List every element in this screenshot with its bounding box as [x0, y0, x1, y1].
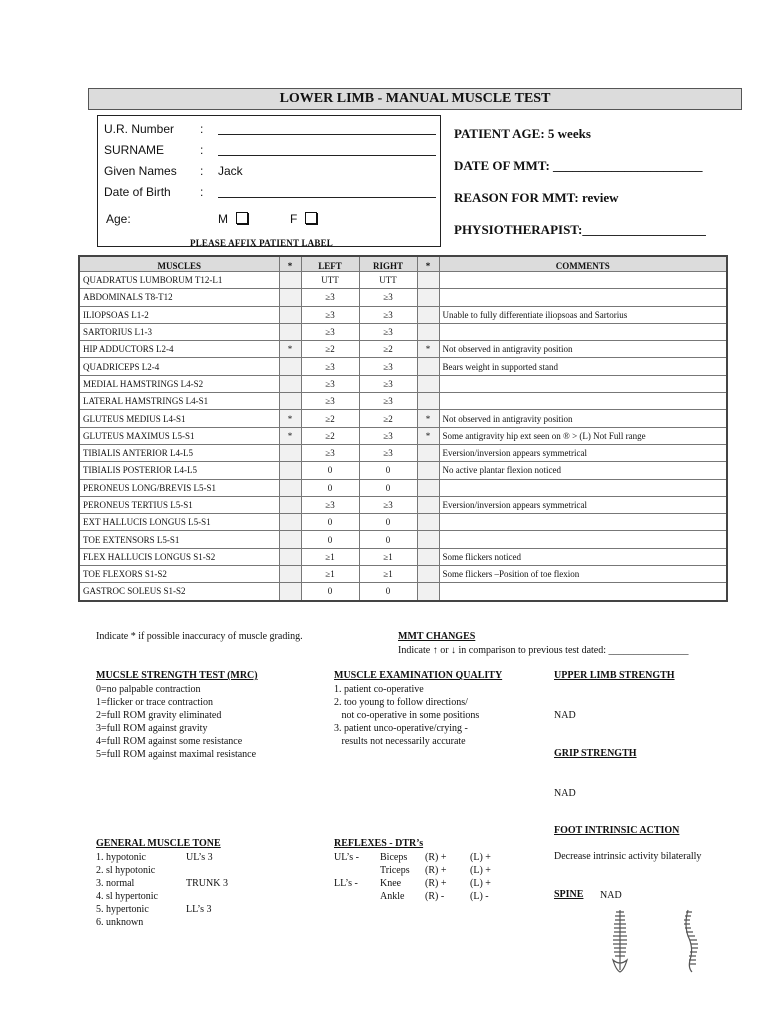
- muscle-name: ABDOMINALS T8-T12: [79, 289, 279, 306]
- col-right: RIGHT: [359, 256, 417, 272]
- dob-field[interactable]: [218, 197, 436, 198]
- ur-number-label: U.R. Number: [104, 122, 175, 136]
- left-grade[interactable]: ≥3: [301, 323, 359, 340]
- col-muscles: MUSCLES: [79, 256, 279, 272]
- reflex-name: Knee: [380, 878, 402, 889]
- star-right[interactable]: [417, 531, 439, 548]
- reflex-ul-label: UL’s -: [334, 852, 359, 863]
- comment[interactable]: [439, 393, 727, 410]
- tone-item: 1. hypotonic: [96, 852, 146, 863]
- star-right[interactable]: [417, 375, 439, 392]
- muscle-name: MEDIAL HAMSTRINGS L4-S2: [79, 375, 279, 392]
- star-right[interactable]: [417, 566, 439, 583]
- spine-heading: SPINE: [554, 889, 584, 900]
- star-right[interactable]: [417, 462, 439, 479]
- table-row: [79, 583, 727, 601]
- star-right[interactable]: [417, 583, 439, 601]
- muscle-name: FLEX HALLUCIS LONGUS S1-S2: [79, 548, 279, 565]
- tone-item: 2. sl hypotonic: [96, 865, 156, 876]
- left-grade[interactable]: 0: [301, 514, 359, 531]
- right-grade[interactable]: UTT: [359, 272, 417, 289]
- comment[interactable]: Eversion/inversion appears symmetrical: [439, 496, 727, 513]
- dob-colon: :: [200, 185, 204, 199]
- left-grade[interactable]: ≥2: [301, 410, 359, 427]
- comment[interactable]: [439, 583, 727, 601]
- quality-line: 2. too young to follow directions/: [334, 697, 468, 708]
- comment[interactable]: Some antigravity hip ext seen on ® > (L) Not Full range: [439, 427, 727, 444]
- reflex-right: (R) +: [425, 878, 447, 889]
- star-left[interactable]: [279, 323, 301, 340]
- table-row: [79, 323, 727, 340]
- quality-line: 1. patient co-operative: [334, 684, 424, 695]
- spine-side-icon: [680, 908, 702, 974]
- comment[interactable]: [439, 272, 727, 289]
- muscle-name: GLUTEUS MAXIMUS L5-S1: [79, 427, 279, 444]
- sex-male-label: M: [218, 212, 228, 226]
- mrc-line: 1=flicker or trace contraction: [96, 697, 213, 708]
- quality-list: [334, 683, 479, 748]
- table-row: [79, 479, 727, 496]
- star-right[interactable]: [417, 323, 439, 340]
- given-colon: :: [200, 164, 204, 178]
- right-grade[interactable]: ≥1: [359, 548, 417, 565]
- table-row: [79, 272, 727, 289]
- patient-age: PATIENT AGE: 5 weeks: [454, 126, 591, 141]
- star-right[interactable]: [417, 496, 439, 513]
- sex-female[interactable]: [290, 212, 317, 226]
- star-right[interactable]: *: [417, 410, 439, 427]
- comment[interactable]: Eversion/inversion appears symmetrical: [439, 444, 727, 461]
- right-grade[interactable]: 0: [359, 514, 417, 531]
- reflex-name: Ankle: [380, 891, 405, 902]
- reflexes-heading: REFLEXES - DTR’s: [334, 838, 424, 849]
- right-grade[interactable]: ≥3: [359, 393, 417, 410]
- reflex-right: (R) +: [425, 852, 447, 863]
- table-row: [79, 393, 727, 410]
- col-star-left: *: [279, 256, 301, 272]
- mrc-line: 0=no palpable contraction: [96, 684, 201, 695]
- star-left[interactable]: *: [279, 427, 301, 444]
- table-row: [79, 496, 727, 513]
- right-grade[interactable]: ≥2: [359, 410, 417, 427]
- table-row: [79, 289, 727, 306]
- col-comments: COMMENTS: [439, 256, 727, 272]
- star-left[interactable]: *: [279, 410, 301, 427]
- muscle-name: QUADRATUS LUMBORUM T12-L1: [79, 272, 279, 289]
- indicate-note: Indicate * if possible inaccuracy of muscle grading.: [96, 631, 303, 642]
- tone-list: [96, 851, 158, 929]
- star-right[interactable]: [417, 444, 439, 461]
- star-left[interactable]: [279, 566, 301, 583]
- star-left[interactable]: [279, 444, 301, 461]
- star-right[interactable]: [417, 548, 439, 565]
- table-row: [79, 531, 727, 548]
- table-row: [79, 566, 727, 583]
- ur-number-field[interactable]: [218, 134, 436, 135]
- right-grade[interactable]: ≥1: [359, 566, 417, 583]
- muscle-name: PERONEUS LONG/BREVIS L5-S1: [79, 479, 279, 496]
- right-grade[interactable]: 0: [359, 462, 417, 479]
- star-right[interactable]: *: [417, 341, 439, 358]
- muscle-name: GASTROC SOLEUS S1-S2: [79, 583, 279, 601]
- table-row: [79, 358, 727, 375]
- quality-line: results not necessarily accurate: [334, 736, 466, 747]
- tone-item: 5. hypertonic: [96, 904, 149, 915]
- date-of-mmt: DATE OF MMT: _______________________: [454, 158, 703, 173]
- left-grade[interactable]: ≥3: [301, 375, 359, 392]
- muscle-name: SARTORIUS L1-3: [79, 323, 279, 340]
- star-right[interactable]: [417, 393, 439, 410]
- star-left[interactable]: [279, 306, 301, 323]
- foot-intrinsic-value: Decrease intrinsic activity bilaterally: [554, 851, 702, 862]
- table-row: [79, 444, 727, 461]
- col-left: LEFT: [301, 256, 359, 272]
- star-left[interactable]: [279, 583, 301, 601]
- right-grade[interactable]: ≥3: [359, 444, 417, 461]
- left-grade[interactable]: ≥2: [301, 427, 359, 444]
- left-grade[interactable]: ≥2: [301, 341, 359, 358]
- patient-label-box: [97, 115, 441, 247]
- comment[interactable]: [439, 289, 727, 306]
- left-grade[interactable]: ≥3: [301, 444, 359, 461]
- right-grade[interactable]: ≥2: [359, 341, 417, 358]
- right-grade[interactable]: ≥3: [359, 427, 417, 444]
- reflex-name: Triceps: [380, 865, 410, 876]
- given-names-label: Given Names: [104, 164, 177, 178]
- grip-value: NAD: [554, 788, 576, 799]
- spine-front-icon: [608, 908, 632, 974]
- table-header-row: [79, 256, 727, 272]
- muscle-name: QUADRICEPS L2-4: [79, 358, 279, 375]
- male-checkbox[interactable]: [236, 212, 248, 224]
- muscle-name: EXT HALLUCIS LONGUS L5-S1: [79, 514, 279, 531]
- comment[interactable]: Not observed in antigravity position: [439, 341, 727, 358]
- table-row: [79, 341, 727, 358]
- surname-field[interactable]: [218, 155, 436, 156]
- comment[interactable]: Bears weight in supported stand: [439, 358, 727, 375]
- right-grade[interactable]: ≥3: [359, 289, 417, 306]
- star-right[interactable]: [417, 272, 439, 289]
- left-grade[interactable]: ≥3: [301, 306, 359, 323]
- reflex-left: (L) +: [470, 865, 491, 876]
- female-checkbox[interactable]: [305, 212, 317, 224]
- star-left[interactable]: [279, 531, 301, 548]
- star-right[interactable]: [417, 306, 439, 323]
- col-star-right: *: [417, 256, 439, 272]
- surname-label: SURNAME: [104, 143, 165, 157]
- comment[interactable]: Not observed in antigravity position: [439, 410, 727, 427]
- tone-ul: UL’s 3: [186, 852, 213, 863]
- left-grade[interactable]: ≥3: [301, 393, 359, 410]
- star-left[interactable]: [279, 393, 301, 410]
- right-grade[interactable]: ≥3: [359, 496, 417, 513]
- comment[interactable]: Some flickers –Position of toe flexion: [439, 566, 727, 583]
- star-left[interactable]: [279, 375, 301, 392]
- reason-for-mmt: REASON FOR MMT: review: [454, 190, 619, 205]
- form-title: LOWER LIMB - MANUAL MUSCLE TEST: [88, 88, 742, 110]
- table-row: [79, 548, 727, 565]
- upper-limb-value: NAD: [554, 710, 576, 721]
- left-grade[interactable]: ≥1: [301, 548, 359, 565]
- star-left[interactable]: [279, 496, 301, 513]
- given-names-value[interactable]: Jack: [218, 164, 243, 178]
- grip-heading: GRIP STRENGTH: [554, 748, 637, 759]
- comment[interactable]: [439, 514, 727, 531]
- table-row: [79, 427, 727, 444]
- muscle-name: TIBIALIS POSTERIOR L4-L5: [79, 462, 279, 479]
- star-left[interactable]: [279, 514, 301, 531]
- mrc-line: 4=full ROM against some resistance: [96, 736, 243, 747]
- affix-label-note: PLEASE AFFIX PATIENT LABEL: [190, 238, 333, 248]
- star-right[interactable]: [417, 358, 439, 375]
- muscle-name: LATERAL HAMSTRINGS L4-S1: [79, 393, 279, 410]
- comment[interactable]: [439, 323, 727, 340]
- table-row: [79, 514, 727, 531]
- comment[interactable]: [439, 531, 727, 548]
- dob-label: Date of Birth: [104, 185, 171, 199]
- comment[interactable]: [439, 375, 727, 392]
- star-right[interactable]: [417, 479, 439, 496]
- quality-line: 3. patient unco-operative/crying -: [334, 723, 468, 734]
- sex-male[interactable]: [218, 212, 248, 226]
- age-label: Age:: [106, 212, 131, 226]
- tone-item: 4. sl hypertonic: [96, 891, 158, 902]
- mrc-scale-list: [96, 683, 256, 761]
- mrc-heading: MUCSLE STRENGTH TEST (MRC): [96, 670, 258, 681]
- right-grade[interactable]: 0: [359, 583, 417, 601]
- comment[interactable]: Some flickers noticed: [439, 548, 727, 565]
- spine-value: NAD: [600, 890, 622, 901]
- muscle-name: ILIOPSOAS L1-2: [79, 306, 279, 323]
- star-right[interactable]: [417, 289, 439, 306]
- right-grade[interactable]: ≥3: [359, 306, 417, 323]
- star-right[interactable]: *: [417, 427, 439, 444]
- left-grade[interactable]: ≥3: [301, 358, 359, 375]
- ur-colon: :: [200, 122, 204, 136]
- muscle-name: TOE FLEXORS S1-S2: [79, 566, 279, 583]
- foot-intrinsic-heading: FOOT INTRINSIC ACTION: [554, 825, 680, 836]
- left-grade[interactable]: ≥3: [301, 289, 359, 306]
- star-left[interactable]: [279, 272, 301, 289]
- reflex-name: Biceps: [380, 852, 408, 863]
- tone-item: 3. normal: [96, 878, 135, 889]
- left-grade[interactable]: ≥1: [301, 566, 359, 583]
- reflex-right: (R) +: [425, 865, 447, 876]
- left-grade[interactable]: 0: [301, 462, 359, 479]
- muscle-test-table: [78, 255, 728, 602]
- muscle-name: TIBIALIS ANTERIOR L4-L5: [79, 444, 279, 461]
- tone-ll: LL’s 3: [186, 904, 212, 915]
- muscle-name: GLUTEUS MEDIUS L4-S1: [79, 410, 279, 427]
- table-row: [79, 306, 727, 323]
- upper-limb-heading: UPPER LIMB STRENGTH: [554, 670, 675, 681]
- reflex-right: (R) -: [425, 891, 445, 902]
- right-grade[interactable]: ≥3: [359, 323, 417, 340]
- right-grade[interactable]: ≥3: [359, 375, 417, 392]
- left-grade[interactable]: 0: [301, 583, 359, 601]
- left-grade[interactable]: 0: [301, 531, 359, 548]
- muscle-name: TOE EXTENSORS L5-S1: [79, 531, 279, 548]
- comment[interactable]: [439, 479, 727, 496]
- star-right[interactable]: [417, 514, 439, 531]
- table-row: [79, 375, 727, 392]
- mmt-changes-note: Indicate ↑ or ↓ in comparison to previous test dated: ________________: [398, 645, 689, 656]
- right-grade[interactable]: 0: [359, 531, 417, 548]
- tone-heading: GENERAL MUSCLE TONE: [96, 838, 221, 849]
- mrc-line: 2=full ROM gravity eliminated: [96, 710, 222, 721]
- star-left[interactable]: [279, 462, 301, 479]
- reflex-left: (L) +: [470, 852, 491, 863]
- table-row: [79, 410, 727, 427]
- sex-female-label: F: [290, 212, 298, 226]
- reflex-ll-label: LL’s -: [334, 878, 358, 889]
- right-grade[interactable]: ≥3: [359, 358, 417, 375]
- right-grade[interactable]: 0: [359, 479, 417, 496]
- star-left[interactable]: [279, 548, 301, 565]
- left-grade[interactable]: 0: [301, 479, 359, 496]
- star-left[interactable]: [279, 289, 301, 306]
- left-grade[interactable]: ≥3: [301, 496, 359, 513]
- mmt-changes-heading: MMT CHANGES: [398, 631, 476, 642]
- left-grade[interactable]: UTT: [301, 272, 359, 289]
- surname-colon: :: [200, 143, 204, 157]
- mrc-line: 5=full ROM against maximal resistance: [96, 749, 257, 760]
- tone-trunk: TRUNK 3: [186, 878, 228, 889]
- muscle-name: PERONEUS TERTIUS L5-S1: [79, 496, 279, 513]
- star-left[interactable]: [279, 479, 301, 496]
- comment[interactable]: No active plantar flexion noticed: [439, 462, 727, 479]
- table-row: [79, 462, 727, 479]
- physiotherapist: PHYSIOTHERAPIST:___________________: [454, 222, 706, 237]
- reflex-left: (L) +: [470, 878, 491, 889]
- quality-line: not co-operative in some positions: [334, 710, 480, 721]
- comment[interactable]: Unable to fully differentiate iliopsoas and Sartorius: [439, 306, 727, 323]
- tone-item: 6. unknown: [96, 917, 144, 928]
- reflex-left: (L) -: [470, 891, 489, 902]
- quality-heading: MUSCLE EXAMINATION QUALITY: [334, 670, 503, 681]
- star-left[interactable]: *: [279, 341, 301, 358]
- muscle-name: HIP ADDUCTORS L2-4: [79, 341, 279, 358]
- mrc-line: 3=full ROM against gravity: [96, 723, 208, 734]
- star-left[interactable]: [279, 358, 301, 375]
